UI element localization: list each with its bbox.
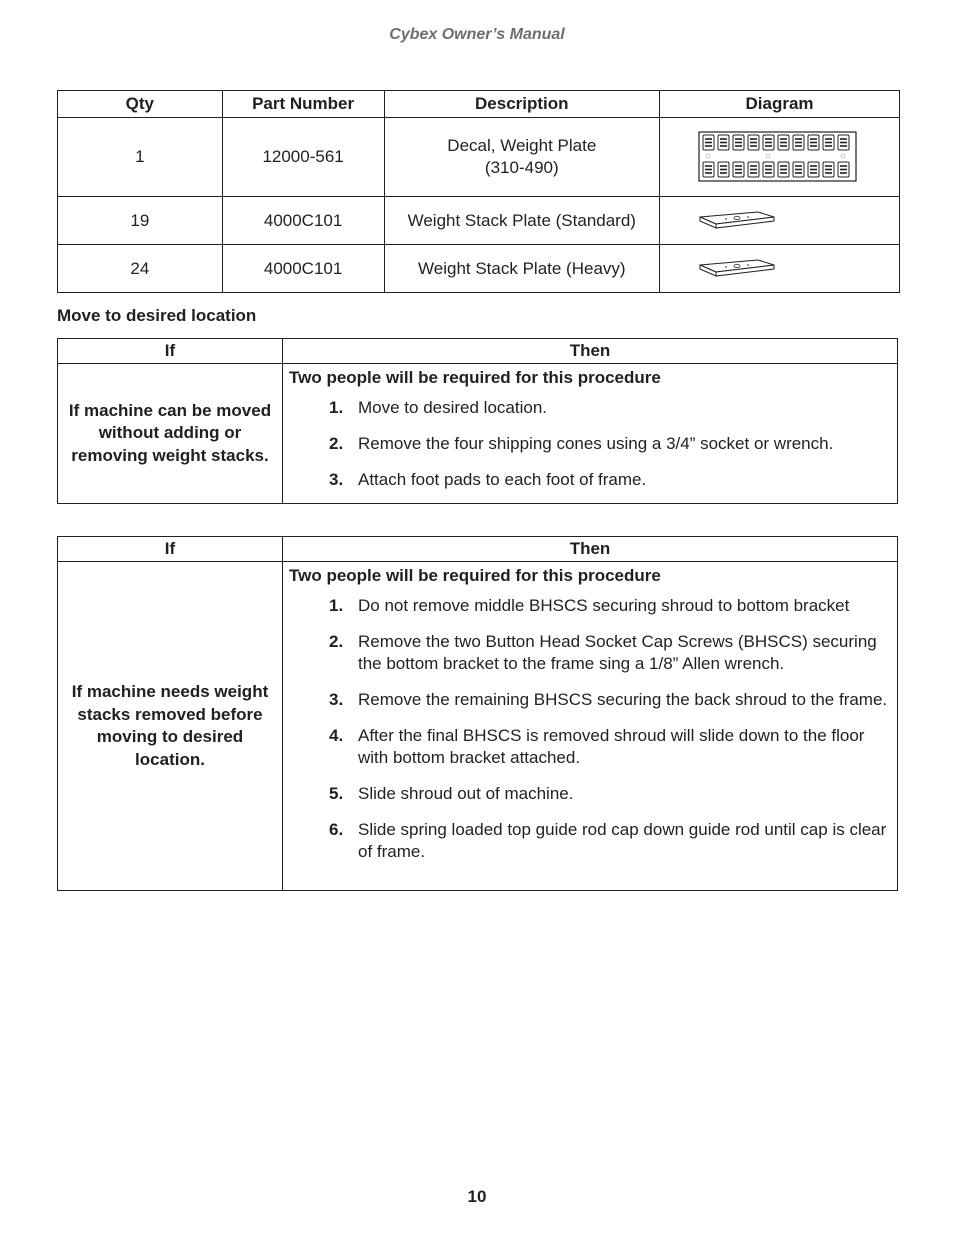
diagram-cell bbox=[660, 118, 900, 197]
step-text: Slide shroud out of machine. bbox=[358, 784, 574, 803]
list-item bbox=[329, 819, 889, 863]
part-number-cell: 12000-561 bbox=[222, 118, 384, 197]
diagram-cell bbox=[660, 197, 900, 245]
if-header: If bbox=[58, 537, 283, 562]
then-header: Then bbox=[283, 339, 898, 364]
table-row bbox=[58, 197, 900, 245]
step-number: 2. bbox=[329, 434, 344, 453]
list-item bbox=[329, 631, 889, 675]
header-qty: Qty bbox=[58, 91, 223, 118]
diagram-cell bbox=[660, 245, 900, 293]
step-number: 1. bbox=[329, 596, 344, 615]
if-then-table-2 bbox=[57, 536, 898, 891]
then-cell bbox=[283, 364, 898, 504]
step-number: 4. bbox=[329, 726, 344, 745]
page-number: 10 bbox=[467, 1187, 487, 1206]
header-part-number: Part Number bbox=[222, 91, 384, 118]
condition-cell: If machine can be moved without adding or removing weight stacks. bbox=[58, 364, 283, 504]
section-title: Move to desired location bbox=[57, 306, 257, 325]
if-header: If bbox=[58, 339, 283, 364]
step-text: Remove the two Button Head Socket Cap Screws (BHSCS) securing the bottom bracket to the frame sing a 1/8” Allen wrench. bbox=[358, 632, 877, 673]
step-text: After the final BHSCS is removed shroud will slide down to the floor with bottom bracket attached. bbox=[358, 726, 865, 767]
description-cell bbox=[384, 118, 660, 197]
condition-cell: If machine needs weight stacks removed before moving to desired location. bbox=[58, 562, 283, 891]
weight-plate-icon bbox=[698, 210, 778, 232]
description-line: Decal, Weight Plate bbox=[447, 136, 597, 155]
parts-table bbox=[57, 90, 900, 293]
list-item bbox=[329, 689, 889, 711]
part-number-cell: 4000C101 bbox=[222, 197, 384, 245]
then-title: Two people will be required for this procedure bbox=[289, 566, 661, 585]
step-text: Remove the remaining BHSCS securing the back shroud to the frame. bbox=[358, 690, 888, 709]
table-row bbox=[58, 562, 898, 891]
then-header: Then bbox=[283, 537, 898, 562]
parts-table-header-row bbox=[58, 91, 900, 118]
step-text: Do not remove middle BHSCS securing shroud to bottom bracket bbox=[358, 596, 850, 615]
step-number: 3. bbox=[329, 690, 344, 709]
step-number: 2. bbox=[329, 632, 344, 651]
qty-cell: 24 bbox=[58, 245, 223, 293]
step-text: Move to desired location. bbox=[358, 398, 547, 417]
step-text: Remove the four shipping cones using a 3/4” socket or wrench. bbox=[358, 434, 834, 453]
description-cell: Weight Stack Plate (Standard) bbox=[384, 197, 660, 245]
step-number: 6. bbox=[329, 820, 344, 839]
description-cell: Weight Stack Plate (Heavy) bbox=[384, 245, 660, 293]
weight-plate-icon bbox=[698, 258, 778, 280]
step-text: Slide spring loaded top guide rod cap down guide rod until cap is clear of frame. bbox=[358, 820, 887, 861]
list-item bbox=[329, 725, 889, 769]
description-line: (310-490) bbox=[484, 158, 559, 177]
list-item bbox=[329, 433, 889, 455]
running-header: Cybex Owner’s Manual bbox=[389, 26, 565, 43]
qty-cell: 1 bbox=[58, 118, 223, 197]
table-row bbox=[58, 118, 900, 197]
step-number: 1. bbox=[329, 398, 344, 417]
step-number: 3. bbox=[329, 470, 344, 489]
if-then-header-row bbox=[58, 339, 898, 364]
table-row bbox=[58, 364, 898, 504]
step-number: 5. bbox=[329, 784, 344, 803]
if-then-header-row bbox=[58, 537, 898, 562]
part-number-cell: 4000C101 bbox=[222, 245, 384, 293]
header-description: Description bbox=[384, 91, 660, 118]
step-text: Attach foot pads to each foot of frame. bbox=[358, 470, 647, 489]
table-row bbox=[58, 245, 900, 293]
steps-list bbox=[289, 397, 889, 491]
steps-list bbox=[289, 595, 889, 863]
qty-cell: 19 bbox=[58, 197, 223, 245]
then-title: Two people will be required for this procedure bbox=[289, 368, 661, 387]
list-item bbox=[329, 595, 889, 617]
decal-sheet-icon bbox=[698, 131, 858, 183]
list-item bbox=[329, 397, 889, 419]
list-item bbox=[329, 783, 889, 805]
if-then-table-1 bbox=[57, 338, 898, 504]
header-diagram: Diagram bbox=[660, 91, 900, 118]
list-item bbox=[329, 469, 889, 491]
then-cell bbox=[283, 562, 898, 891]
